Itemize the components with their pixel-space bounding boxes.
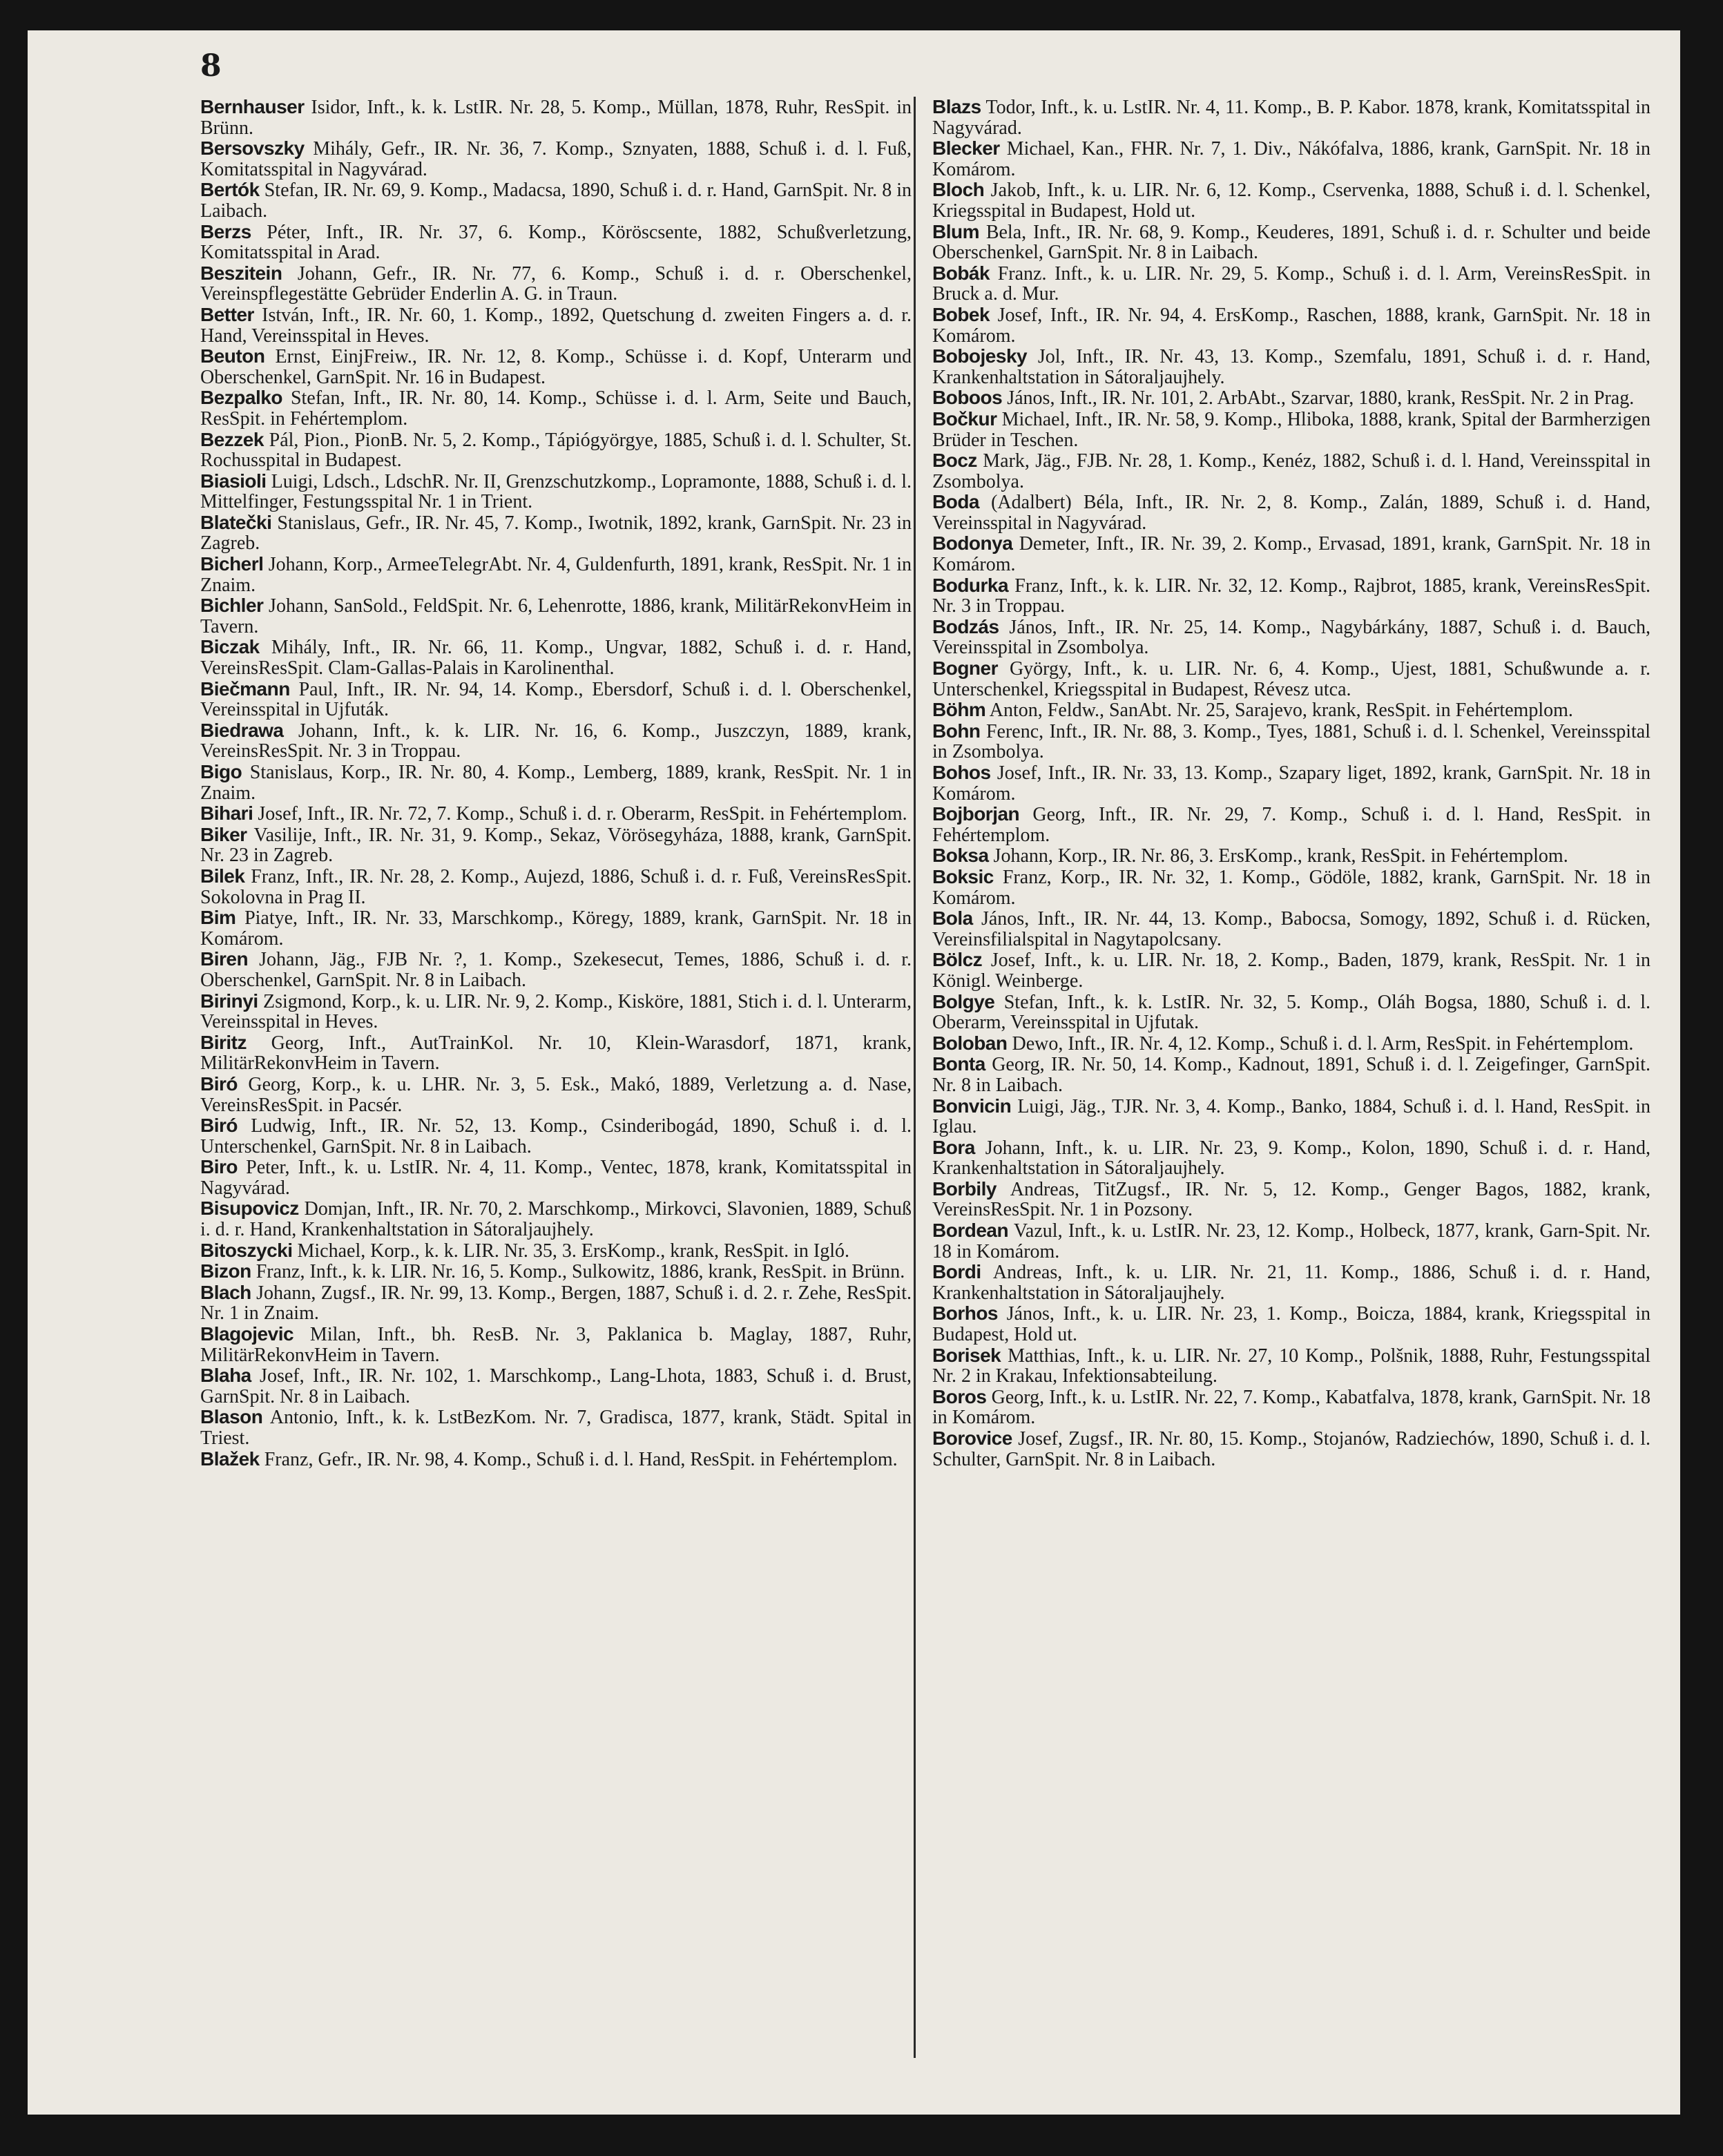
entry-details: Ferenc, Inft., IR. Nr. 88, 3. Komp., Tyes, 1881, Schuß i. d. l. Schenkel, Vereinsspital in Zsombolya.: [932, 720, 1650, 763]
entry-surname: Biedrawa: [200, 719, 284, 741]
entry-details: Ernst, EinjFreiw., IR. Nr. 12, 8. Komp., Schüsse i. d. Kopf, Unterarm und Oberschenkel, GarnSpit. Nr. 16 in Budapest.: [200, 346, 912, 388]
entry-surname: Bezzek: [200, 428, 264, 450]
register-entry: [932, 222, 1650, 263]
register-entry: [200, 346, 912, 387]
entry-surname: Bordi: [932, 1261, 981, 1283]
entry-details: Todor, Inft., k. u. LstIR. Nr. 4, 11. Komp., B. P. Kabor. 1878, krank, Komitatsspital in Nagyvárad.: [932, 97, 1650, 139]
entry-surname: Birinyi: [200, 990, 258, 1012]
entry-details: Franz, Inft., k. k. LIR. Nr. 32, 12. Komp., Rajbrot, 1885, krank, VereinsResSpit. Nr. 3 in Troppau.: [932, 575, 1650, 617]
register-entry: [932, 867, 1650, 908]
entry-surname: Blaha: [200, 1365, 251, 1387]
register-entry: [200, 595, 912, 637]
entry-details: Jol, Inft., IR. Nr. 43, 13. Komp., Szemfalu, 1891, Schuß i. d. r. Hand, Krankenhaltstation in Sátoraljaujhely.: [932, 346, 1650, 388]
entry-surname: Biró: [200, 1115, 238, 1137]
scan-border-right: [1680, 0, 1723, 2156]
entry-details: Josef, Inft., IR. Nr. 72, 7. Komp., Schuß i. d. r. Oberarm, ResSpit. in Fehértemplom.: [253, 803, 907, 825]
entry-details: Domjan, Inft., IR. Nr. 70, 2. Marschkomp., Mirkovci, Slavonien, 1889, Schuß i. d. r. Hand, Krankenhaltstation in Sátoraljaujhely.: [200, 1198, 912, 1241]
entry-details: Andreas, Inft., k. u. LIR. Nr. 21, 11. Komp., 1886, Schuß i. d. r. Hand, Krankenhaltstation in Sátoraljaujhely.: [932, 1262, 1650, 1304]
register-entry: [200, 1407, 912, 1448]
entry-details: Johann, Korp., IR. Nr. 86, 3. ErsKomp., krank, ResSpit. in Fehértemplom.: [988, 845, 1568, 867]
entry-details: János, Inft., IR. Nr. 101, 2. ArbAbt., Szarvar, 1880, krank, ResSpit. Nr. 2 in Prag.: [1002, 387, 1635, 410]
entry-surname: Boloban: [932, 1032, 1008, 1054]
entry-details: Luigi, Ldsch., LdschR. Nr. II, Grenzschutzkomp., Lopramonte, 1888, Schuß i. d. l. Mittelfinger, Festungsspital Nr. 1 in Trient.: [200, 470, 912, 513]
entry-details: Matthias, Inft., k. u. LIR. Nr. 27, 10 Komp., Polšnik, 1888, Ruhr, Festungsspital Nr. 2 in Krakau, Infektionsabteilung.: [932, 1345, 1650, 1387]
entry-surname: Bichler: [200, 595, 264, 617]
entry-surname: Bilek: [200, 865, 245, 887]
register-entry: [932, 138, 1650, 180]
entry-surname: Beuton: [200, 345, 265, 367]
register-entry: [200, 138, 912, 180]
entry-surname: Boboos: [932, 387, 1003, 409]
entry-surname: Bonta: [932, 1053, 985, 1075]
entry-surname: Blazs: [932, 96, 981, 117]
entry-details: György, Inft., k. u. LIR. Nr. 6, 4. Komp., Ujest, 1881, Schußwunde a. r. Unterschenkel, Kriegsspital in Budapest, Révesz utca.: [932, 658, 1650, 700]
entry-surname: Blach: [200, 1281, 251, 1303]
entry-surname: Bobek: [932, 303, 990, 325]
entry-details: Stefan, IR. Nr. 69, 9. Komp., Madacsa, 1890, Schuß i. d. r. Hand, GarnSpit. Nr. 8 in Laibach.: [200, 180, 912, 222]
register-entry: [932, 346, 1650, 387]
entry-surname: Bodurka: [932, 574, 1009, 596]
entry-details: Dewo, Inft., IR. Nr. 4, 12. Komp., Schuß i. d. l. Arm, ResSpit. in Fehértemplom.: [1007, 1032, 1634, 1055]
entry-surname: Bola: [932, 907, 973, 930]
entry-surname: Bizon: [200, 1260, 251, 1282]
register-entry: [200, 180, 912, 221]
entry-details: Vasilije, Inft., IR. Nr. 31, 9. Komp., Sekaz, Vörösegyháza, 1888, krank, GarnSpit. Nr. 23 in Zagreb.: [200, 824, 912, 867]
register-entry: [200, 949, 912, 990]
entry-details: (Adalbert) Béla, Inft., IR. Nr. 2, 8. Komp., Zalán, 1889, Schuß i. d. Hand, Vereinsspital in Nagyvárad.: [932, 492, 1650, 534]
entry-details: Franz, Korp., IR. Nr. 32, 1. Komp., Gödöle, 1882, krank, GarnSpit. Nr. 18 in Komárom.: [932, 866, 1650, 909]
register-entry: [200, 1115, 912, 1157]
entry-surname: Blason: [200, 1406, 263, 1428]
entry-surname: Boros: [932, 1385, 987, 1407]
register-entry: [200, 222, 912, 263]
left-column: [200, 97, 912, 1470]
register-entry: [200, 866, 912, 907]
entry-details: Stefan, Inft., k. k. LstIR. Nr. 32, 5. Komp., Oláh Bogsa, 1880, Schuß i. d. l. Oberarm, Vereinsspital in Ujfutak.: [932, 991, 1650, 1034]
entry-surname: Bisupovicz: [200, 1197, 299, 1220]
scan-border-top: [0, 0, 1723, 30]
register-entry: [932, 1345, 1650, 1387]
entry-surname: Bora: [932, 1136, 975, 1158]
register-entry: [200, 637, 912, 678]
entry-surname: Blažek: [200, 1447, 260, 1470]
register-entry: [200, 991, 912, 1032]
entry-details: Péter, Inft., IR. Nr. 37, 6. Komp., Köröscsente, 1882, Schußverletzung, Komitatsspital in Arad.: [200, 221, 912, 264]
register-entry: [200, 554, 912, 595]
register-entry: [932, 762, 1650, 804]
scan-border-left: [0, 0, 28, 2156]
entry-surname: Bolgye: [932, 990, 995, 1012]
register-entry: [200, 1074, 912, 1115]
entry-details: Anton, Feldw., SanAbt. Nr. 25, Sarajevo, krank, ResSpit. in Fehértemplom.: [985, 700, 1573, 722]
entry-details: Franz, Gefr., IR. Nr. 98, 4. Komp., Schuß i. d. l. Hand, ResSpit. in Fehértemplom.: [259, 1448, 898, 1470]
register-entry: [932, 263, 1650, 305]
entry-surname: Bloch: [932, 179, 985, 201]
register-entry: [200, 679, 912, 720]
register-entry: [200, 720, 912, 762]
entry-details: Franz. Inft., k. u. LIR. Nr. 29, 5. Komp., Schuß i. d. l. Arm, VereinsResSpit. in Bruck a. d. Mur.: [932, 262, 1650, 305]
entry-surname: Biren: [200, 948, 249, 970]
register-entry: [932, 533, 1650, 575]
entry-details: Andreas, TitZugsf., IR. Nr. 5, 12. Komp., Genger Bagos, 1882, krank, VereinsResSpit. Nr. 1 in Pozsony.: [932, 1178, 1650, 1221]
entry-surname: Bernhauser: [200, 96, 305, 117]
entry-details: Stanislaus, Korp., IR. Nr. 80, 4. Komp., Lemberg, 1889, krank, ResSpit. Nr. 1 in Znaim.: [200, 762, 912, 804]
entry-surname: Biro: [200, 1156, 238, 1178]
register-entry: [932, 1096, 1650, 1137]
entry-surname: Bitoszycki: [200, 1239, 293, 1261]
entry-details: Isidor, Inft., k. k. LstIR. Nr. 28, 5. Komp., Müllan, 1878, Ruhr, ResSpit. in Brünn.: [200, 97, 912, 139]
register-entry: [932, 305, 1650, 346]
entry-surname: Bobák: [932, 262, 990, 284]
register-entry: [200, 305, 912, 346]
register-entry: [200, 762, 912, 803]
register-entry: [200, 1032, 912, 1074]
entry-surname: Berzs: [200, 220, 251, 242]
entry-surname: Blatečki: [200, 511, 272, 533]
entry-surname: Bogner: [932, 657, 998, 680]
right-column: [932, 97, 1650, 1470]
entry-surname: Bersovszky: [200, 137, 305, 160]
entry-details: Johann, Jäg., FJB Nr. ?, 1. Komp., Szekesecut, Temes, 1886, Schuß i. d. r. Oberschenkel, GarnSpit. Nr. 8 in Laibach.: [200, 949, 912, 991]
entry-details: Michael, Kan., FHR. Nr. 7, 1. Div., Nákófalva, 1886, krank, GarnSpit. Nr. 18 in Komárom.: [932, 138, 1650, 180]
entry-details: Georg, Inft., k. u. LstIR. Nr. 22, 7. Komp., Kabatfalva, 1878, krank, GarnSpit. Nr. 18 in Komárom.: [932, 1386, 1650, 1429]
entry-details: Vazul, Inft., k. u. LstIR. Nr. 23, 12. Komp., Holbeck, 1877, krank, Garn-Spit. Nr. 18 in Komárom.: [932, 1220, 1650, 1262]
entry-surname: Bicherl: [200, 553, 264, 575]
entry-details: Franz, Inft., k. k. LIR. Nr. 16, 5. Komp., Sulkowitz, 1886, krank, ResSpit. in Brünn.: [251, 1261, 905, 1283]
entry-surname: Bobojesky: [932, 345, 1028, 367]
entry-details: Stanislaus, Gefr., IR. Nr. 45, 7. Komp., Iwotnik, 1892, krank, GarnSpit. Nr. 23 in Zagreb.: [200, 512, 912, 555]
entry-details: Antonio, Inft., k. k. LstBezKom. Nr. 7, Gradisca, 1877, krank, Städt. Spital in Triest.: [200, 1407, 912, 1449]
entry-surname: Blum: [932, 220, 979, 242]
register-entry: [932, 1428, 1650, 1470]
entry-surname: Bölcz: [932, 949, 983, 971]
entry-surname: Borbily: [932, 1177, 997, 1200]
entry-surname: Biker: [200, 823, 247, 845]
register-entry: [932, 1054, 1650, 1095]
register-entry: [932, 804, 1650, 845]
register-entry: [932, 450, 1650, 492]
entry-surname: Bihari: [200, 802, 253, 825]
entry-details: Piatye, Inft., IR. Nr. 33, Marschkomp., Köregy, 1889, krank, GarnSpit. Nr. 18 in Komárom.: [200, 907, 912, 950]
register-entry: [200, 907, 912, 949]
entry-details: Georg, Korp., k. u. LHR. Nr. 3, 5. Esk., Makó, 1889, Verletzung a. d. Nase, VereinsResSpit. in Pacsér.: [200, 1073, 912, 1116]
entry-details: Josef, Zugsf., IR. Nr. 80, 15. Komp., Stojanów, Radziechów, 1890, Schuß i. d. l. Schulter, GarnSpit. Nr. 8 in Laibach.: [932, 1428, 1650, 1470]
entry-surname: Bigo: [200, 761, 242, 782]
entry-surname: Bertók: [200, 179, 260, 201]
entry-surname: Borhos: [932, 1302, 998, 1325]
entry-surname: Bordean: [932, 1220, 1009, 1242]
register-entry: [932, 387, 1650, 409]
entry-details: Jakob, Inft., k. u. LIR. Nr. 6, 12. Komp., Cservenka, 1888, Schuß i. d. l. Schenkel, Kriegsspital in Budapest, Hold ut.: [932, 180, 1650, 222]
register-entry: [200, 1324, 912, 1365]
register-entry: [200, 263, 912, 305]
entry-details: Demeter, Inft., IR. Nr. 39, 2. Komp., Ervasad, 1891, krank, GarnSpit. Nr. 18 in Komárom.: [932, 533, 1650, 576]
entry-details: Mihály, Gefr., IR. Nr. 36, 7. Komp., Sznyaten, 1888, Schuß i. d. l. Fuß, Komitatsspital in Nagyvárad.: [200, 138, 912, 180]
entry-surname: Bohn: [932, 720, 981, 742]
entry-details: Johann, Gefr., IR. Nr. 77, 6. Komp., Schuß i. d. r. Oberschenkel, Vereinspflegestätte Gebrüder Enderlin A. G. in Traun.: [200, 262, 912, 305]
register-entry: [932, 1033, 1650, 1055]
entry-details: Paul, Inft., IR. Nr. 94, 14. Komp., Ebersdorf, Schuß i. d. l. Oberschenkel, Vereinsspital in Ujfuták.: [200, 678, 912, 721]
register-entry: [200, 1198, 912, 1240]
entry-surname: Blagojevic: [200, 1323, 294, 1345]
register-entry: [932, 617, 1650, 658]
entry-details: Mihály, Inft., IR. Nr. 66, 11. Komp., Ungvar, 1882, Schuß i. d. r. Hand, VereinsResSpit. Clam-Gallas-Palais in Karolinenthal.: [200, 637, 912, 680]
entry-details: Josef, Inft., IR. Nr. 94, 4. ErsKomp., Raschen, 1888, krank, GarnSpit. Nr. 18 in Komárom.: [932, 304, 1650, 347]
entry-surname: Boksa: [932, 845, 989, 867]
entry-surname: Biečmann: [200, 677, 290, 700]
register-entry: [200, 1240, 912, 1262]
entry-details: Georg, Inft., AutTrainKol. Nr. 10, Klein-Warasdorf, 1871, krank, MilitärRekonvHeim in Tavern.: [200, 1032, 912, 1075]
entry-details: Zsigmond, Korp., k. u. LIR. Nr. 9, 2. Komp., Kisköre, 1881, Stich i. d. l. Unterarm, Vereinsspital in Heves.: [200, 990, 912, 1033]
register-entry: [932, 1262, 1650, 1303]
page-number: 8: [200, 48, 222, 84]
register-entry: [932, 97, 1650, 138]
register-entry: [932, 950, 1650, 991]
entry-surname: Bezpalko: [200, 387, 282, 409]
register-entry: [932, 721, 1650, 762]
entry-details: Ludwig, Inft., IR. Nr. 52, 13. Komp., Csinderibogád, 1890, Schuß i. d. l. Unterschenkel, GarnSpit. Nr. 8 in Laibach.: [200, 1115, 912, 1157]
entry-surname: Beszitein: [200, 262, 282, 284]
entry-details: Johann, SanSold., FeldSpit. Nr. 6, Lehenrotte, 1886, krank, MilitärRekonvHeim in Tavern.: [200, 595, 912, 637]
register-entry: [200, 471, 912, 512]
register-entry: [200, 97, 912, 138]
register-entry: [932, 700, 1650, 721]
entry-surname: Biró: [200, 1072, 238, 1095]
entry-details: Mark, Jäg., FJB. Nr. 28, 1. Komp., Kenéz, 1882, Schuß i. d. l. Hand, Vereinsspital in Zsombolya.: [932, 450, 1650, 492]
entry-details: János, Inft., k. u. LIR. Nr. 23, 1. Komp., Boicza, 1884, krank, Kriegsspital in Budapest, Hold ut.: [932, 1303, 1650, 1346]
entry-surname: Bočkur: [932, 407, 997, 430]
entry-surname: Borisek: [932, 1344, 1001, 1366]
register-entry: [932, 992, 1650, 1033]
register-entry: [932, 908, 1650, 950]
entry-details: Pál, Pion., PionB. Nr. 5, 2. Komp., Tápiógyörgye, 1885, Schuß i. d. l. Schulter, St. Rochusspital in Budapest.: [200, 429, 912, 472]
register-entry: [932, 409, 1650, 450]
entry-details: Stefan, Inft., IR. Nr. 80, 14. Komp., Schüsse i. d. l. Arm, Seite und Bauch, ResSpit. in Fehértemplom.: [200, 387, 912, 430]
entry-details: Josef, Inft., IR. Nr. 33, 13. Komp., Szapary liget, 1892, krank, GarnSpit. Nr. 18 in Komárom.: [932, 762, 1650, 805]
register-entry: [200, 1365, 912, 1407]
scan-border-bottom: [0, 2115, 1723, 2156]
register-entry: [200, 1261, 912, 1282]
entry-surname: Biritz: [200, 1031, 247, 1053]
entry-details: Johann, Inft., k. u. LIR. Nr. 23, 9. Komp., Kolon, 1890, Schuß i. d. r. Hand, Krankenhaltstation in Sátoraljaujhely.: [932, 1137, 1650, 1180]
entry-surname: Bodzás: [932, 615, 999, 637]
entry-details: János, Inft., IR. Nr. 25, 14. Komp., Nagybárkány, 1887, Schuß i. d. Bauch, Vereinsspital in Zsombolya.: [932, 616, 1650, 659]
entry-details: István, Inft., IR. Nr. 60, 1. Komp., 1892, Quetschung d. zweiten Fingers a. d. r. Hand, Vereinsspital in Heves.: [200, 304, 912, 347]
register-entry: [200, 387, 912, 429]
entry-details: Josef, Inft., IR. Nr. 102, 1. Marschkomp., Lang-Lhota, 1883, Schuß i. d. Brust, GarnSpit. Nr. 8 in Laibach.: [200, 1365, 912, 1407]
register-entry: [932, 658, 1650, 700]
entry-details: Franz, Inft., IR. Nr. 28, 2. Komp., Aujezd, 1886, Schuß i. d. r. Fuß, VereinsResSpit. Sokolovna in Prag II.: [200, 865, 912, 908]
entry-details: Johann, Korp., ArmeeTelegrAbt. Nr. 4, Guldenfurth, 1891, krank, ResSpit. Nr. 1 in Znaim.: [200, 554, 912, 596]
register-entry: [932, 575, 1650, 617]
entry-surname: Boda: [932, 491, 979, 513]
register-entry: [200, 803, 912, 825]
register-entry: [932, 1387, 1650, 1428]
register-entry: [932, 1220, 1650, 1262]
entry-details: Georg, IR. Nr. 50, 14. Komp., Kadnout, 1891, Schuß i. d. l. Zeigefinger, GarnSpit. Nr. 8 in Laibach.: [932, 1054, 1650, 1096]
entry-details: Michael, Inft., IR. Nr. 58, 9. Komp., Hliboka, 1888, krank, Spital der Barmherzigen Brüder in Teschen.: [932, 408, 1650, 451]
entry-details: Bela, Inft., IR. Nr. 68, 9. Komp., Keuderes, 1891, Schuß i. d. r. Schulter und beide Oberschenkel, GarnSpit. Nr. 8 in Laibach.: [932, 221, 1650, 264]
entry-surname: Bojborjan: [932, 803, 1020, 825]
register-entry: [932, 845, 1650, 867]
entry-surname: Bocz: [932, 450, 977, 472]
entry-details: Johann, Inft., k. k. LIR. Nr. 16, 6. Komp., Juszczyn, 1889, krank, VereinsResSpit. Nr. 3 in Troppau.: [200, 720, 912, 762]
entry-surname: Biasioli: [200, 470, 267, 492]
entry-surname: Better: [200, 303, 254, 325]
entry-details: Georg, Inft., IR. Nr. 29, 7. Komp., Schuß i. d. l. Hand, ResSpit. in Fehértemplom.: [932, 804, 1650, 846]
column-divider: [914, 97, 916, 2058]
entry-surname: Böhm: [932, 699, 986, 721]
entry-surname: Bohos: [932, 762, 991, 783]
register-entry: [932, 180, 1650, 221]
register-entry: [200, 1449, 912, 1470]
entry-surname: Boksic: [932, 865, 994, 887]
entry-details: Johann, Zugsf., IR. Nr. 99, 13. Komp., Bergen, 1887, Schuß i. d. 2. r. Zehe, ResSpit. Nr. 1 in Znaim.: [200, 1282, 912, 1325]
entry-details: Peter, Inft., k. u. LstIR. Nr. 4, 11. Komp., Ventec, 1878, krank, Komitatsspital in Nagyvárad.: [200, 1157, 912, 1199]
entry-details: Michael, Korp., k. k. LIR. Nr. 35, 3. ErsKomp., krank, ResSpit. in Igló.: [292, 1240, 849, 1262]
entry-details: Josef, Inft., k. u. LIR. Nr. 18, 2. Komp., Baden, 1879, krank, ResSpit. Nr. 1 in Königl. Weinberge.: [932, 950, 1650, 992]
entry-details: Milan, Inft., bh. ResB. Nr. 3, Paklanica b. Maglay, 1887, Ruhr, MilitärRekonvHeim in Tavern.: [200, 1324, 912, 1366]
entry-surname: Biczak: [200, 636, 260, 658]
entry-surname: Blecker: [932, 137, 1000, 160]
entry-details: Luigi, Jäg., TJR. Nr. 3, 4. Komp., Banko, 1884, Schuß i. d. l. Hand, ResSpit. in Iglau.: [932, 1095, 1650, 1138]
register-entry: [200, 512, 912, 554]
register-entry: [932, 1137, 1650, 1179]
entry-surname: Bodonya: [932, 532, 1013, 555]
register-entry: [932, 492, 1650, 533]
entry-surname: Bim: [200, 907, 236, 929]
register-entry: [200, 430, 912, 471]
entry-details: János, Inft., IR. Nr. 44, 13. Komp., Babocsa, Somogy, 1892, Schuß i. d. Rücken, Vereinsfilialspital in Nagytapolcsany.: [932, 908, 1650, 950]
register-entry: [200, 825, 912, 866]
entry-surname: Bonvicin: [932, 1095, 1012, 1117]
entry-surname: Borovice: [932, 1427, 1012, 1449]
register-entry: [200, 1157, 912, 1198]
register-entry: [200, 1282, 912, 1324]
register-entry: [932, 1303, 1650, 1345]
register-entry: [932, 1179, 1650, 1220]
